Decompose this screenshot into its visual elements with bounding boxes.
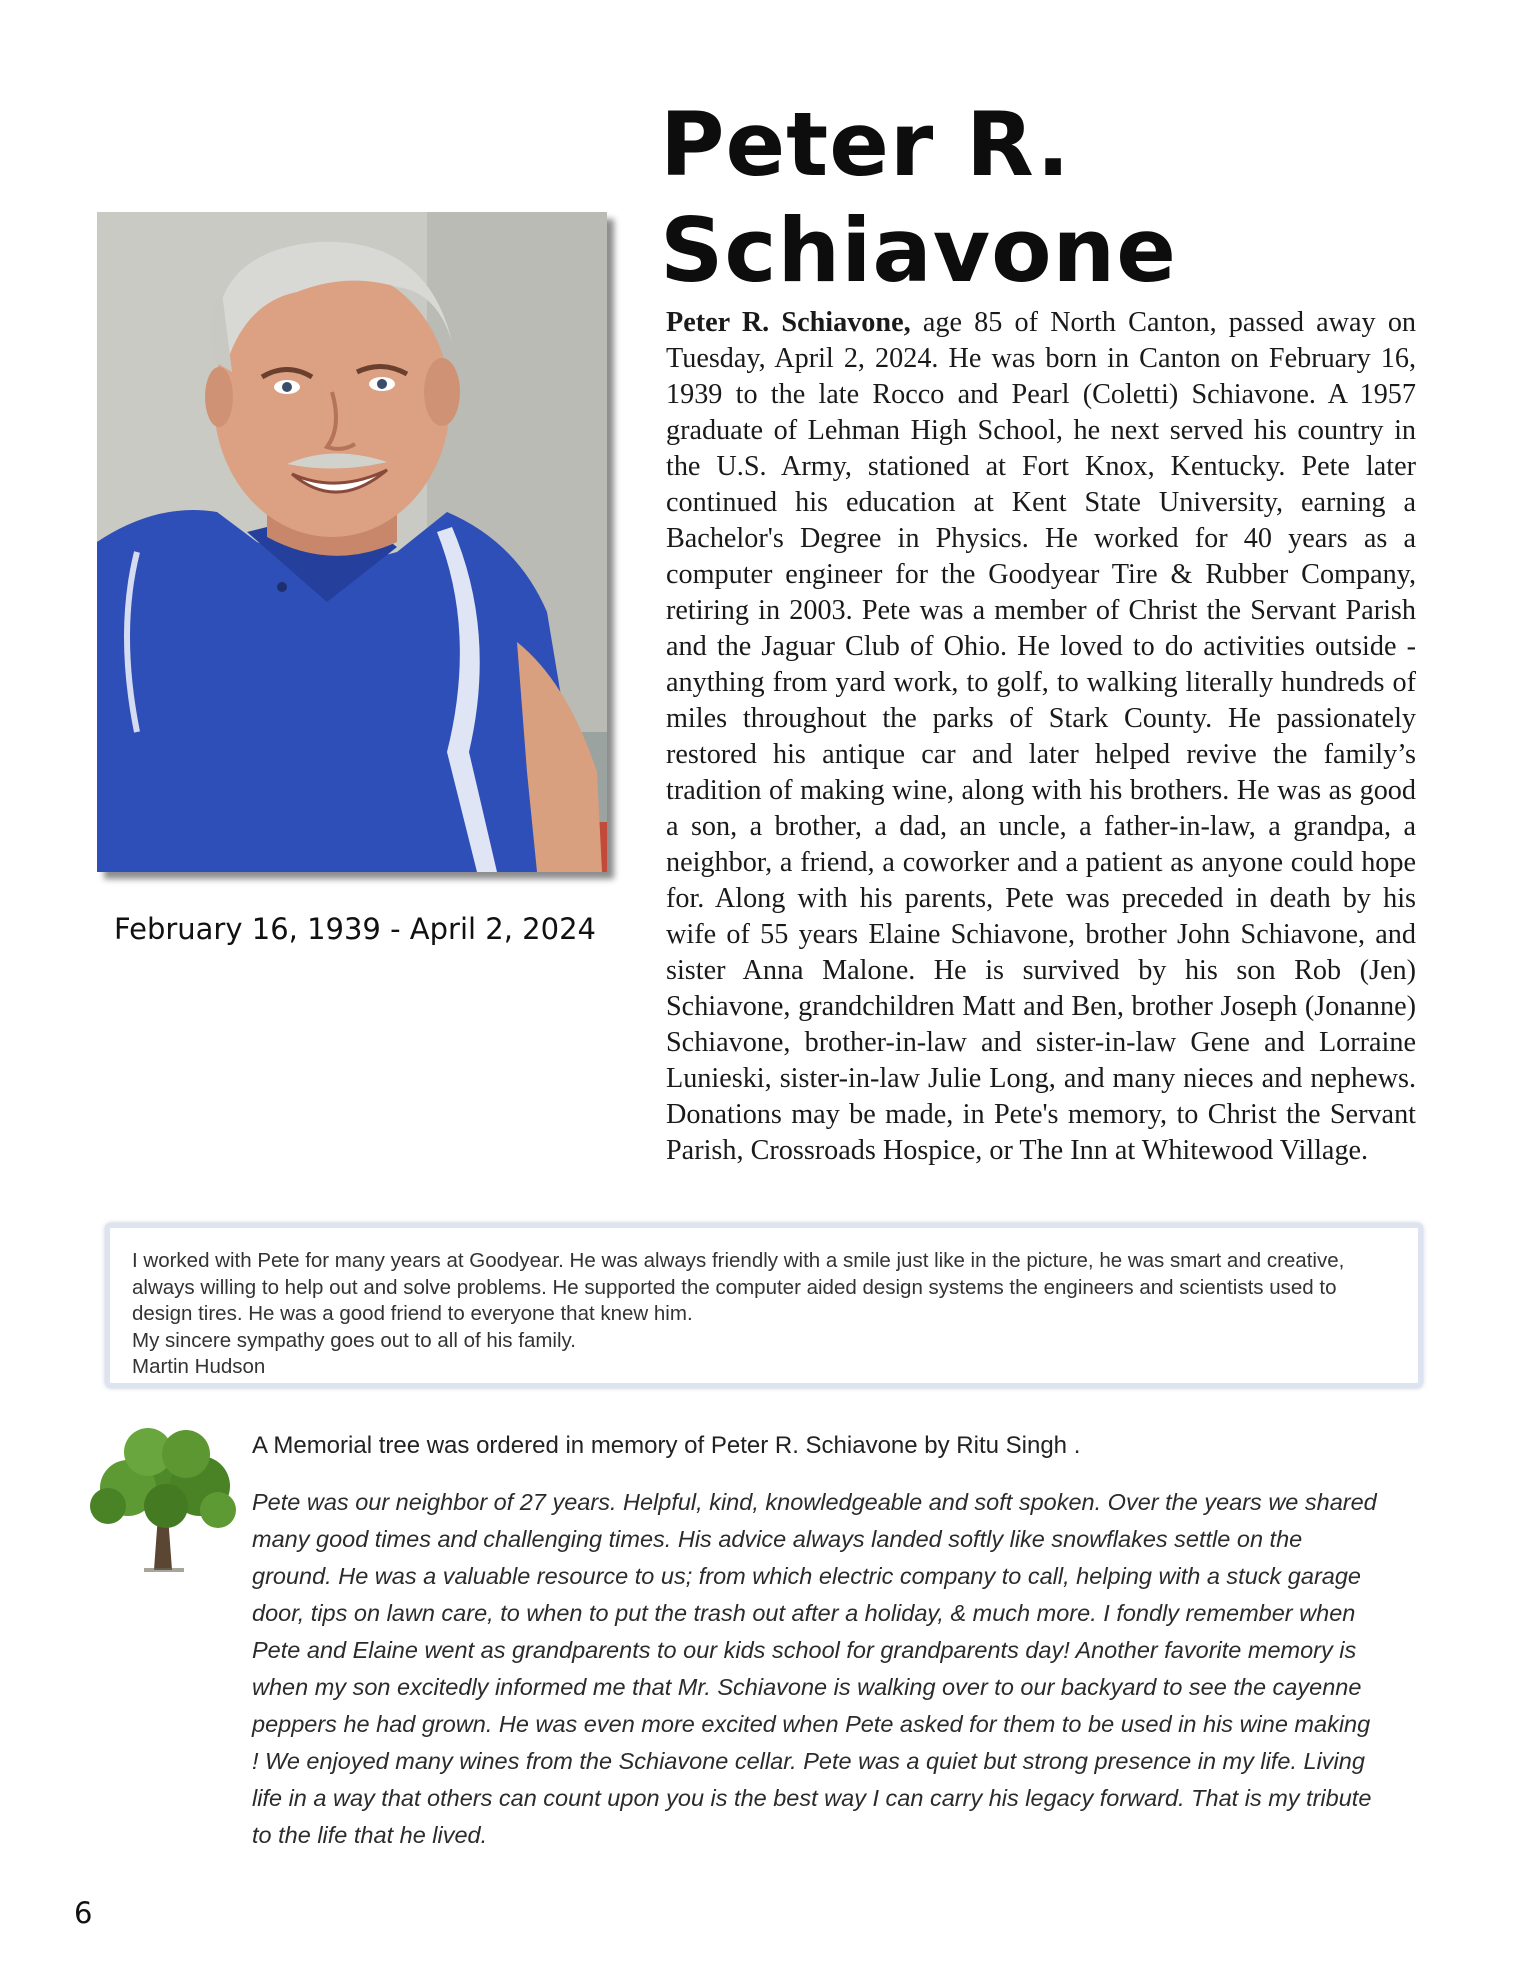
memorial-tribute: Pete was our neighbor of 27 years. Helpful, kind, knowledgeable and soft spoken. Over the years we shared many good times and challenging times. His advice always landed softly like snowflakes settle on the ground. He was a valuable resource to us; from which electric company to call, helping with a stuck garage door, tips on lawn care, to when to put the trash out after a holiday, & much more. I fondly remember when Pete and Elaine went as grandparents to our kids school for grandparents day! Another favorite memory is when my son excitedly informed me that Mr. Schiavone is walking over to our backyard to see the cayenne peppers he had grown. He was even more excited when Pete asked for them to be used in his wine making ! We enjoyed many wines from the Schiavone cellar. Pete was a quiet but strong presence in my life. Living life in a way that others can count upon you is the best way I can carry his legacy forward. That is my tribute to the life that he lived. [252, 1489, 1377, 1848]
condolence-author: Martin Hudson [132, 1355, 266, 1378]
memorial-tree-icon [78, 1420, 248, 1590]
title-name-line-2: Schiavone [660, 199, 1177, 302]
condolence-box [105, 1223, 1423, 1388]
condolence-message: I worked with Pete for many years at Goodyear. He was always friendly with a smile just like in the picture, he was smart and creative, always willing to help out and solve problems. He supported the computer aided design systems the engineers and scientists used to design tires. He was a good friend to everyone that knew him. [132, 1249, 1345, 1325]
condolence-sympathy: My sincere sympathy goes out to all of his family. [132, 1328, 576, 1352]
portrait-illustration [97, 212, 607, 872]
obituary-text [666, 305, 1416, 1169]
obituary-body: age 85 of North Canton, passed away on Tuesday, April 2, 2024. He was born in Canton on February 16, 1939 to the late Rocco and Pearl (Coletti) Schiavone. A 1957 graduate of Lehman High School, he next served his country in the U.S. Army, stationed at Fort Knox, Kentucky. Pete later continued his education at Kent State University, earning a Bachelor's Degree in Physics. He worked for 40 years as a computer engineer for the Goodyear Tire & Rubber Company, retiring in 2003. Pete was a member of Christ the Servant Parish and the Jaguar Club of Ohio. He loved to do activities outside - anything from yard work, to golf, to walking literally hundreds of miles throughout the parks of Stark County. He passionately restored his antique car and later helped revive the family’s tradition of making wine, along with his brothers. He was as good a son, a brother, a dad, an uncle, a father-in-law, a grandpa, a neighbor, a friend, a coworker and a patient as anyone could hope for. Along with his parents, Pete was preceded in death by his wife of 55 years Elaine Schiavone, brother John Schiavone, and sister Anna Malone. He is survived by his son Rob (Jen) Schiavone, grandchildren Matt and Ben, brother Joseph (Jonanne) Schiavone, brother-in-law and sister-in-law Gene and Lorraine Lunieski, sister-in-law Julie Long, and many nieces and nephews. Donations may be made, in Pete's memory, to Christ the Servant Parish, Crossroads Hospice, or The Inn at Whitewood Village. [666, 307, 1417, 1166]
portrait-photo [97, 212, 607, 872]
obituary-title [660, 92, 1480, 304]
page-number: 6 [74, 1896, 93, 1930]
life-dates: February 16, 1939 - April 2, 2024 [114, 912, 596, 946]
memorial-tree-header: A Memorial tree was ordered in memory of Peter R. Schiavone by Ritu Singh . [252, 1432, 1081, 1459]
title-name-line-1: Peter R. [660, 93, 1071, 196]
obituary-name-bold: Peter R. Schiavone, [666, 307, 911, 338]
